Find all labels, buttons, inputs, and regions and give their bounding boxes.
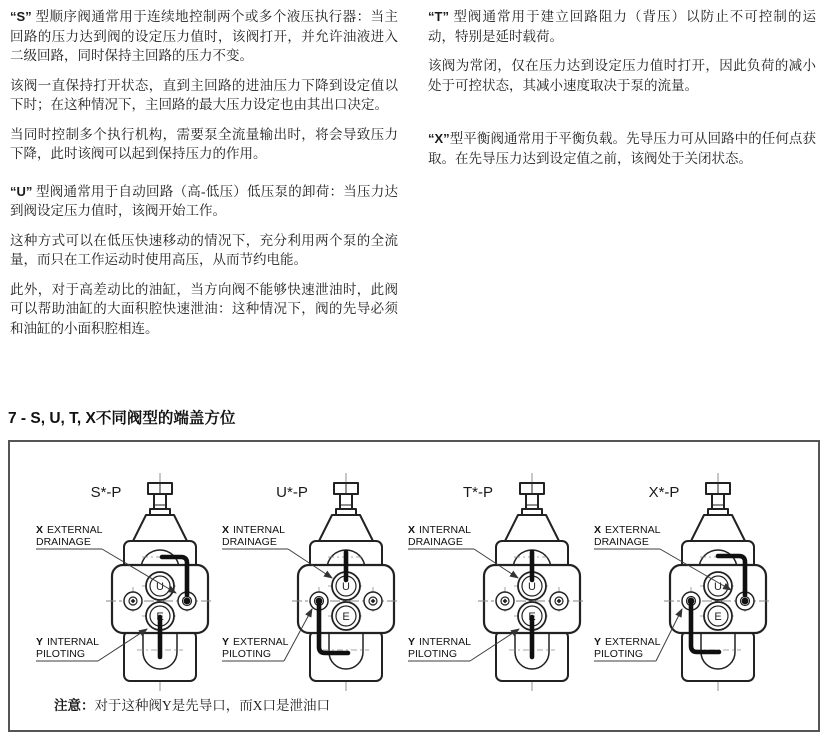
spring-cone [319, 515, 373, 541]
x-callout-line2: DRAINAGE [36, 536, 91, 548]
paragraph-u-3 [10, 280, 398, 339]
valve-title: S*-P [90, 484, 122, 501]
spring-cone [691, 515, 745, 541]
port-e-label: E [156, 611, 164, 623]
left-column [10, 7, 398, 400]
valve-type-lead: “T” [428, 9, 449, 24]
valve-drawing-t [394, 444, 589, 696]
side-port-left-plugged [496, 592, 514, 610]
valve-drawing-u [208, 444, 403, 696]
paragraph-text: 这种方式可以在低压快速移动的情况下，充分利用两个泵的全流量，而只在工作运动时使用高压，从而节约电能。 [10, 232, 398, 267]
y-port-letter: Y [408, 636, 416, 648]
port-u [146, 572, 174, 600]
port-u-label: U [342, 581, 350, 593]
port-u-label: U [528, 581, 536, 593]
valve-type-lead: “S” [10, 9, 32, 24]
port-e [332, 602, 360, 630]
x-callout-line1: EXTERNAL [47, 524, 103, 536]
paragraph-text: 此外，对于高差动比的油缸，当方向阀不能够快速泄油时，此阀可以帮助油缸的大面积腔快速泄油：这种情况下，阀的先导必须和油缸的小面积腔相连。 [10, 281, 398, 336]
paragraph-t-2 [428, 56, 816, 95]
y-port-letter: Y [222, 636, 230, 648]
valve-diagram-t [394, 444, 589, 696]
valve-diagram-s [22, 444, 217, 696]
paragraph-s-2 [10, 76, 398, 115]
adjust-bolt [334, 483, 358, 515]
valve-drawing-s [22, 444, 217, 696]
y-callout-line1: EXTERNAL [233, 636, 289, 648]
valve-title: X*-P [648, 484, 680, 501]
y-port-letter: Y [36, 636, 44, 648]
x-port-letter: X [408, 524, 416, 536]
paragraph-text: 该阀一直保持打开状态，直到主回路的进油压力下降到设定值以下时；在这种情况下，主回路的最大压力设定也由其出口决定。 [10, 77, 398, 112]
x-port-letter: X [222, 524, 230, 536]
port-e-label: E [714, 611, 722, 623]
paragraph-text: 型阀通常用于自动回路（高-低压）低压泵的卸荷：当压力达到阀设定压力值时，该阀开始工作。 [10, 183, 398, 218]
spring-cone [133, 515, 187, 541]
side-port-right-plugged [550, 592, 568, 610]
valve-type-lead: “X” [428, 131, 450, 146]
x-callout-line2: DRAINAGE [222, 536, 277, 548]
paragraph-x-1 [428, 129, 816, 168]
figure-note [54, 694, 330, 714]
paragraph-u-2 [10, 231, 398, 270]
adjust-bolt [148, 483, 172, 515]
paragraph-u-1 [10, 182, 398, 221]
y-callout-line2: PILOTING [594, 648, 644, 660]
y-callout-line2: PILOTING [222, 648, 272, 660]
paragraph-t-1 [428, 7, 816, 46]
section-heading: 7 - S, U, T, X不同阀型的端盖方位 [8, 410, 236, 427]
adjust-bolt [520, 483, 544, 515]
side-port-left-plugged [124, 592, 142, 610]
paragraph-text: 型平衡阀通常用于平衡负载。先导压力可从回路中的任何点获取。在先导压力达到设定值之前，该阀处于关闭状态。 [428, 131, 816, 166]
y-callout-line1: INTERNAL [419, 636, 471, 648]
valve-title: U*-P [276, 484, 308, 501]
x-callout-line2: DRAINAGE [408, 536, 463, 548]
x-port-letter: X [594, 524, 602, 536]
spring-cone [505, 515, 559, 541]
paragraph-text: 型阀通常用于建立回路阻力（背压）以防止不可控制的运动，特别是延时载荷。 [428, 9, 816, 44]
port-e [704, 602, 732, 630]
paragraph-text: 型顺序阀通常用于连续地控制两个或多个液压执行器：当主回路的压力达到阀的设定压力值时，该阀打开，并允许油液进入二级回路，同时保持主回路的压力不变。 [10, 9, 398, 63]
note-text: 对于这种阀Y是先导口，而X口是泄油口 [94, 698, 330, 713]
y-callout-line1: INTERNAL [47, 636, 99, 648]
valve-title: T*-P [463, 484, 493, 501]
port-e-label: E [342, 611, 350, 623]
y-callout-line2: PILOTING [408, 648, 458, 660]
port-u [704, 572, 732, 600]
paragraph-s-3 [10, 125, 398, 164]
x-callout-line1: INTERNAL [233, 524, 285, 536]
y-port-letter: Y [594, 636, 602, 648]
valve-diagram-u [208, 444, 403, 696]
port-u-label: U [714, 581, 722, 593]
valve-type-lead: “U” [10, 183, 33, 199]
paragraph-s-1 [10, 7, 398, 66]
x-callout-line2: DRAINAGE [594, 536, 649, 548]
valve-diagram-x [580, 444, 775, 696]
side-port-right-plugged [364, 592, 382, 610]
end-cap-orientation-figure [8, 440, 820, 732]
paragraph-text: 当同时控制多个执行机构，需要泵全流量输出时，将会导致压力下降，此时该阀可以起到保持压力的作用。 [10, 126, 398, 161]
x-callout-line1: EXTERNAL [605, 524, 661, 536]
y-callout-line2: PILOTING [36, 648, 86, 660]
note-label: 注意： [54, 698, 95, 713]
adjust-bolt [706, 483, 730, 515]
valve-drawing-x [580, 444, 775, 696]
y-callout-line1: EXTERNAL [605, 636, 661, 648]
paragraph-text: 该阀为常闭，仅在压力达到设定压力值时打开，因此负荷的减小处于可控状态，其减小速度取决于泵的流量。 [428, 58, 816, 93]
x-port-letter: X [36, 524, 44, 536]
port-u-label: U [156, 581, 164, 593]
right-column [428, 7, 816, 400]
x-callout-line1: INTERNAL [419, 524, 471, 536]
y-callout [594, 609, 682, 661]
port-e-label: E [528, 611, 536, 623]
